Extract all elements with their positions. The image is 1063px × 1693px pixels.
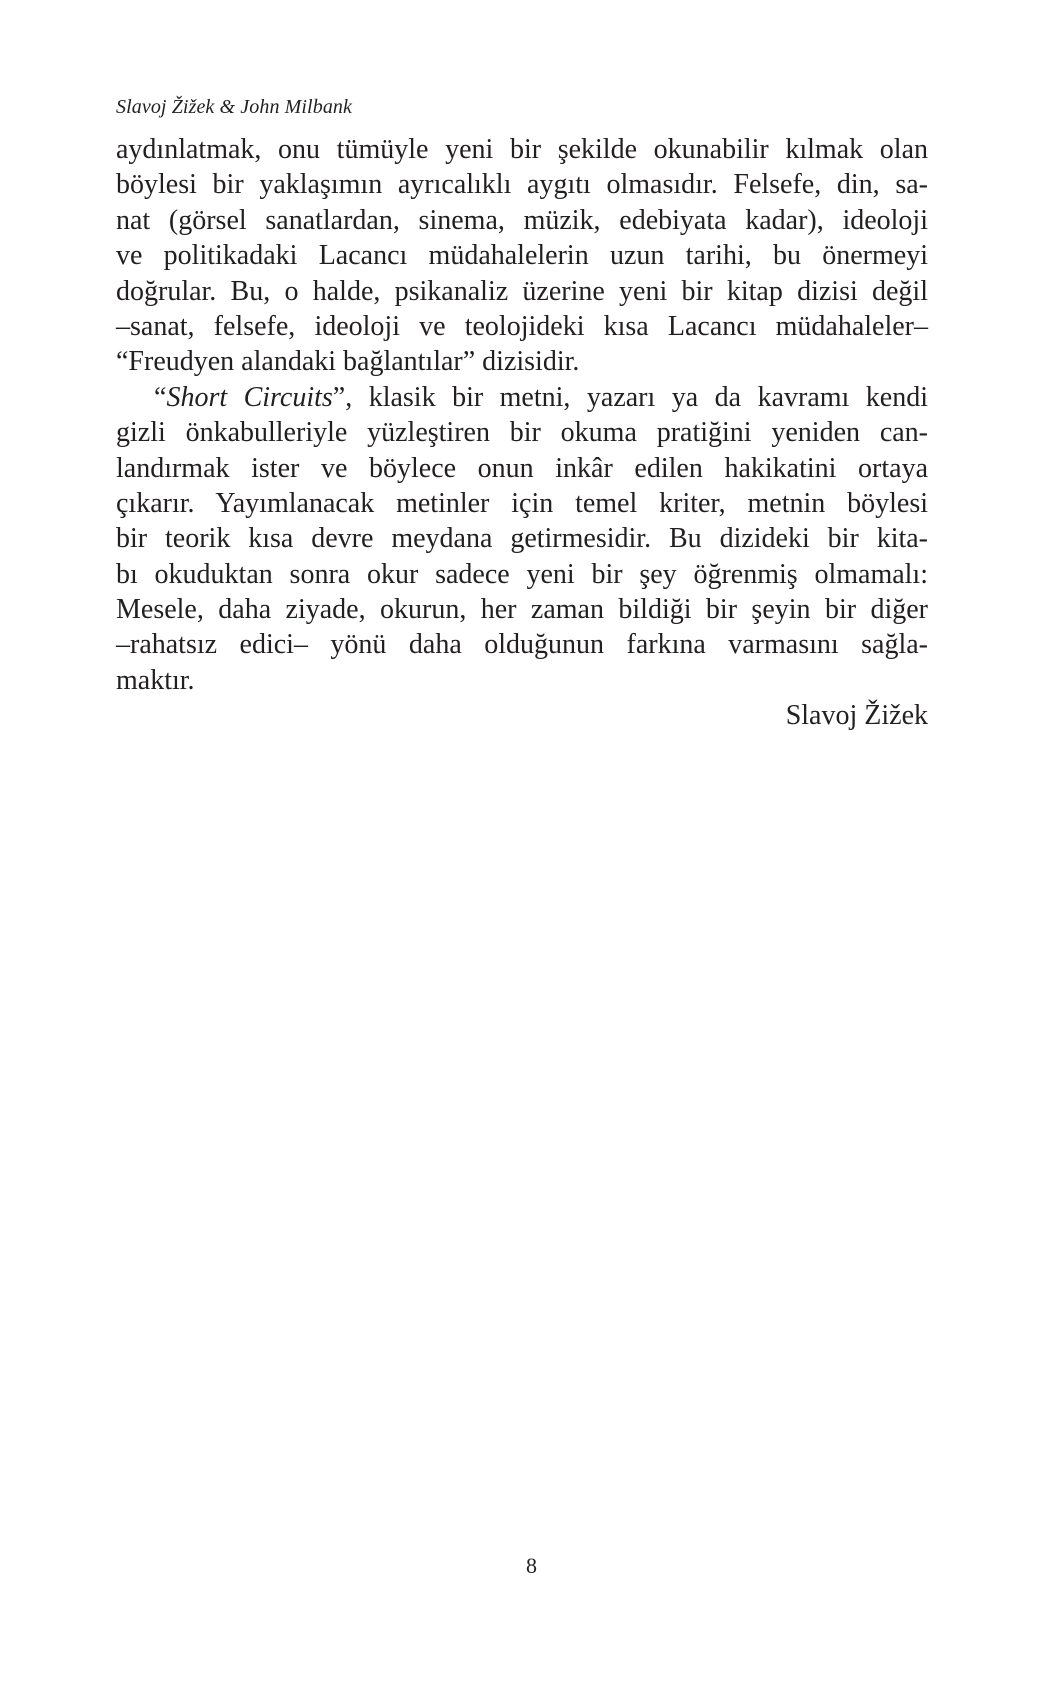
text-line: Mesele, daha ziyade, okurun, her zaman bildiği bir şeyin bir diğer <box>116 594 928 626</box>
paragraph-1 <box>116 132 928 380</box>
series-title: Short Circuits <box>166 381 333 413</box>
text-line: ve politikadaki Lacancı müdahalelerin uzun tarihi, bu önermeyi <box>116 240 928 272</box>
text-line: bir teorik kısa devre meydana getirmesidir. Bu dizideki bir kita- <box>116 523 928 555</box>
text-line: –sanat, felsefe, ideoloji ve teolojideki kısa Lacancı müdahaleler– <box>116 310 928 342</box>
text-line: bı okuduktan sonra okur sadece yeni bir şey öğrenmiş olmamalı: <box>116 558 928 590</box>
text-line: çıkarır. Yayımlanacak metinler için temel kriter, metnin böylesi <box>116 487 928 519</box>
text-line: nat (görsel sanatlardan, sinema, müzik, edebiyata kadar), ideoloji <box>116 204 928 236</box>
text-line: böylesi bir yaklaşımın ayrıcalıklı aygıtı olmasıdır. Felsefe, din, sa- <box>116 169 928 201</box>
text-line: gizli önkabulleriyle yüzleştiren bir okuma pratiğini yeniden can- <box>116 417 928 449</box>
paragraph-2 <box>116 380 928 699</box>
body-text <box>116 132 928 734</box>
first-line-rest: ”, klasik bir metni, yazarı ya da kavramı kendi <box>332 381 928 413</box>
text-line: –rahatsız edici– yönü daha olduğunun farkına varmasını sağla- <box>116 629 928 661</box>
text-line: aydınlatmak, onu tümüyle yeni bir şekilde okunabilir kılmak olan <box>116 134 928 165</box>
text-line: maktır. <box>116 664 195 696</box>
text-line: landırmak ister ve böylece onun inkâr edilen hakikatini ortaya <box>116 452 928 484</box>
text-line: “Freudyen alandaki bağlantılar” dizisidir. <box>116 346 580 378</box>
running-head: Slavoj Žižek & John Milbank <box>116 96 352 118</box>
text-line: doğrular. Bu, o halde, psikanaliz üzerine yeni bir kitap dizisi değil <box>116 275 928 307</box>
text-line-first <box>116 380 928 415</box>
open-quote: “ <box>154 381 167 413</box>
page-number: 8 <box>526 1553 537 1578</box>
signature: Slavoj Žižek <box>785 700 928 732</box>
